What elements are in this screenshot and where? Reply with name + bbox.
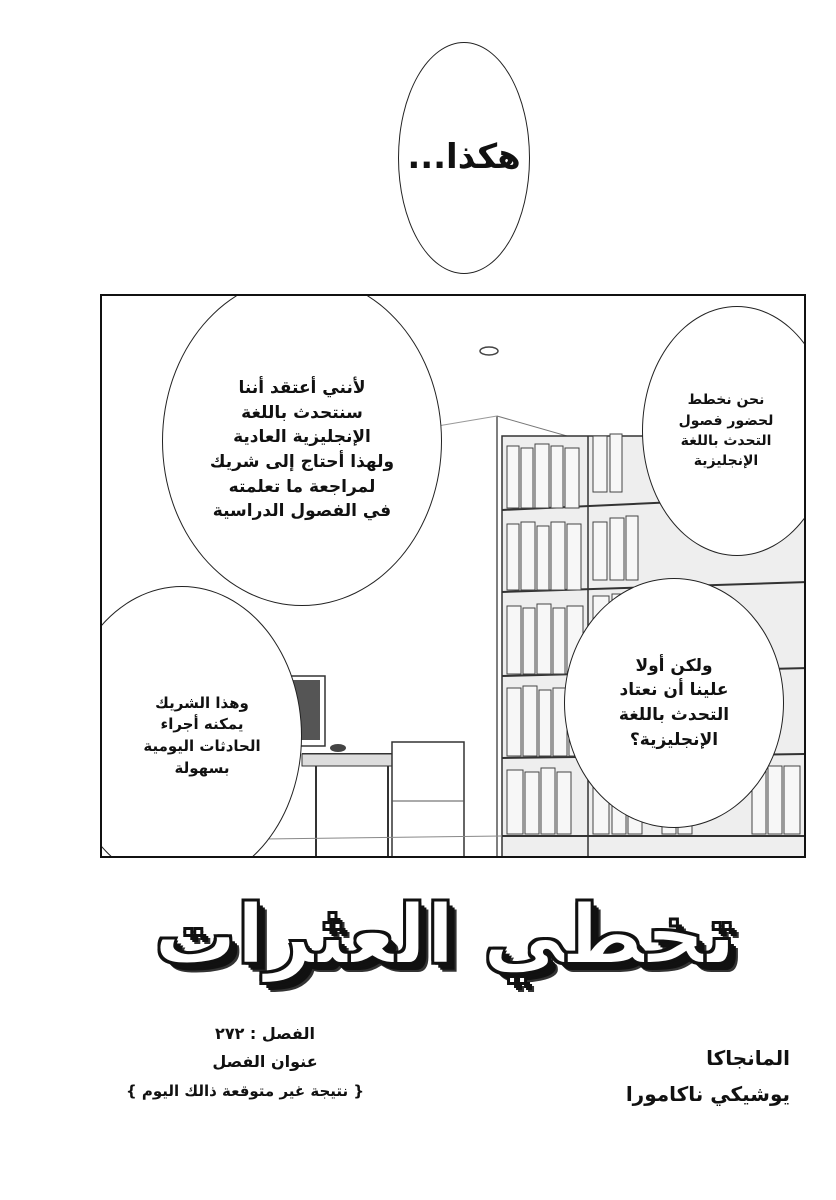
ceiling-light (480, 347, 498, 355)
bubble-right-bottom-text: ولكن أولا علينا أن نعتاد التحدث باللغة الإنجليزية؟ (618, 655, 730, 750)
speech-bubble-right-bottom (564, 578, 784, 828)
chapter-title: { نتيجة غير متوقعة ذالك اليوم } (125, 1082, 365, 1100)
bubble-right-top-text: نحن نخطط لحضور فصول التحدث باللغة الإنجليزية (678, 392, 774, 470)
bubble-left-top-text: لأنني أعتقد أننا سنتحدث باللغة الإنجليزية العادية ولهذا أحتاج إلى شريك لمراجعة ما تعلمته في الفصول الدراسية (209, 378, 395, 522)
author-name: يوشيكي ناكامورا (625, 1082, 790, 1106)
series-title: تخطي العثرات (154, 887, 736, 983)
top-speech-bubble (398, 42, 530, 274)
bubble-left-bottom-text: وهذا الشريك يمكنه أجراء الحادثات اليومية بسهولة (143, 693, 261, 777)
manga-panel (100, 294, 806, 858)
chapter-number: الفصل : ٢٧٢ (215, 1024, 315, 1043)
top-bubble-text: هكذا... (407, 137, 521, 178)
chapter-title-label: عنوان الفصل (212, 1052, 318, 1071)
credits-label: المانجاكا (706, 1046, 790, 1070)
